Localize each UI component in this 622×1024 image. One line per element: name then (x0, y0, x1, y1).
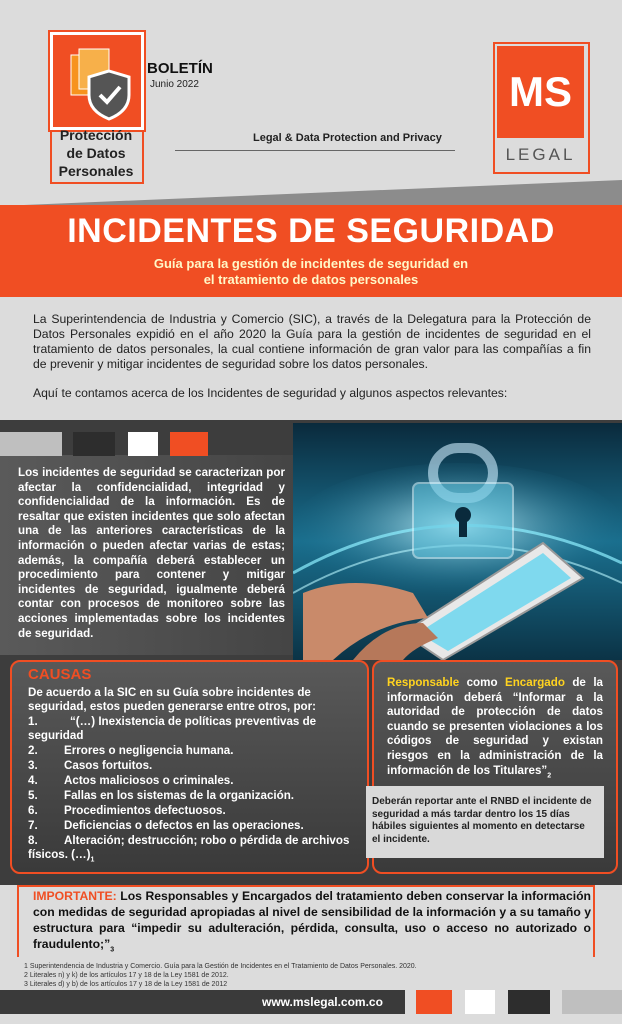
list-item-number: 6. (28, 804, 38, 817)
important-label: IMPORTANTE: (33, 889, 117, 903)
list-item-number: 1. (28, 715, 38, 728)
color-swatch-dark (73, 432, 115, 456)
brand-logo-legal: LEGAL (505, 145, 576, 164)
list-item-number: 8. (28, 834, 38, 847)
list-item-text: Deficiencias o defectos en las operaciones. (64, 819, 304, 832)
list-item (28, 715, 362, 744)
list-item (28, 804, 362, 818)
subtitle-line: el tratamiento de datos personales (203, 272, 419, 287)
list-item-text: Procedimientos defectuosos. (64, 804, 226, 817)
important-body: Los Responsables y Encargados del tratamiento deben conservar la información con medidas de seguridad apropiadas al nivel de sensibilidad de la información y a su tamaño y estructura para “impedir su adulteración, pérdida, consulta, uso o acceso no autorizado o fraudulento;” (33, 889, 591, 951)
brand-logo-ms: MS (497, 46, 584, 138)
footnote-mark: 1 (90, 856, 95, 864)
list-item-text: Alteración; destrucción; robo o pérdida de archivos físicos. (…) (28, 834, 350, 862)
list-item-number: 5. (28, 789, 38, 802)
causes-intro: De acuerdo a la SIC en su Guía sobre incidentes de seguridad, estos pueden generarse entre otros, por: (28, 686, 316, 714)
responsible-body: de la información deberá “Informar a la autoridad de protección de datos cuando se presenten violaciones a los códigos de seguridad y existan riesgos en la administración de la información de los Titulares” (387, 676, 603, 777)
list-item (28, 834, 362, 868)
incident-description: Los incidentes de seguridad se caracterizan por afectar la confidencialidad, integridad y confidencialidad de la información. Es de resaltar que existen incidentes que solo afectan una de las anteriores características de la información o pueden afectar varias de estas; además, la compañía deberá establecer un procedimiento para contener y mitigar incidentes de seguridad, igualmente deberá contar con procesos de monitoreo sobre las acciones implementadas sobre los incidentes de seguridad. (18, 466, 285, 640)
page-subtitle (120, 256, 502, 288)
list-item (28, 759, 362, 773)
footnotes (24, 962, 584, 989)
logo-caption-line: de Datos (66, 145, 126, 161)
intro-paragraph: La Superintendencia de Industria y Comercio (SIC), a través de la Delegatura para la Protección de Datos Personales expidió en el año 2020 la Guía para la gestión de incidentes de seguridad en el tratamiento de datos personales, la cual contiene información de gran valor para las compañías a fin de prevenir y mitigar incidentes de seguridad sobre los datos personales. (33, 312, 591, 371)
list-item-text: Errores o negligencia humana. (64, 744, 234, 757)
list-item (28, 774, 362, 788)
list-item (28, 789, 362, 803)
connector-text: como (459, 676, 505, 689)
header-wedge (0, 180, 622, 206)
list-item-text: Casos fortuitos. (64, 759, 153, 772)
bulletin-date: Junio 2022 (150, 79, 199, 90)
logo-caption-line: Protección (59, 127, 133, 143)
footer-swatch-orange (416, 990, 452, 1014)
highlight-responsable: Responsable (387, 676, 460, 689)
list-item-text: Fallas en los sistemas de la organización. (64, 789, 295, 802)
footnote-mark: 3 (110, 946, 115, 954)
list-item-number: 2. (28, 744, 38, 757)
data-protection-logo (50, 32, 144, 130)
footer-swatch-white (465, 990, 495, 1014)
website-link[interactable]: www.mslegal.com.co (262, 995, 383, 1009)
causes-title: CAUSAS (28, 666, 92, 683)
responsible-text (387, 676, 603, 783)
footer-swatch-dark (508, 990, 550, 1014)
logo-caption-line: Personales (58, 163, 134, 179)
footnote: 3 Literales d) y b) de los artículos 17 y 18 de la Ley 1581 de 2012 (24, 981, 228, 988)
logo-caption (46, 126, 146, 180)
list-item (28, 744, 362, 758)
list-item-text: Actos maliciosos o criminales. (64, 774, 234, 787)
footnote: 2 Literales n) y k) de los artículos 17 y 18 de la Ley 1581 de 2012. (24, 972, 229, 979)
tagline: Legal & Data Protection and Privacy (253, 132, 442, 144)
intro-lead: Aquí te contamos acerca de los Incidentes de seguridad y algunos aspectos relevantes: (33, 386, 508, 400)
color-swatch-white (128, 432, 158, 456)
page-title: INCIDENTES DE SEGURIDAD (67, 212, 555, 250)
important-note (33, 888, 591, 958)
subtitle-line: Guía para la gestión de incidentes de seguridad en (153, 256, 469, 271)
padlock-tablet-illustration (293, 423, 622, 660)
highlight-encargado: Encargado (504, 676, 565, 689)
footnote: 1 Superintendencia de Industria y Comercio. Guía para la Gestión de Incidentes en el Tratamiento de Datos Personales. 2020. (24, 963, 417, 970)
list-item-number: 7. (28, 819, 38, 832)
divider (175, 150, 455, 151)
list-item (28, 819, 362, 833)
security-photo (293, 423, 622, 660)
color-swatch-orange (170, 432, 208, 456)
color-swatch-light (0, 432, 62, 456)
shield-document-icon (53, 35, 141, 127)
list-item-number: 3. (28, 759, 38, 772)
footnote-mark: 2 (547, 771, 552, 779)
list-item-number: 4. (28, 774, 38, 787)
rnbd-text: Deberán reportar ante el RNBD el incidente de seguridad a más tardar dentro los 15 días hábiles siguientes al momento en detectarse el incidente. (372, 796, 592, 845)
list-item-text: “(…) Inexistencia de políticas preventivas de seguridad (28, 715, 317, 743)
footer-swatch-light (562, 990, 622, 1014)
bulletin-label: BOLETÍN (147, 60, 213, 77)
